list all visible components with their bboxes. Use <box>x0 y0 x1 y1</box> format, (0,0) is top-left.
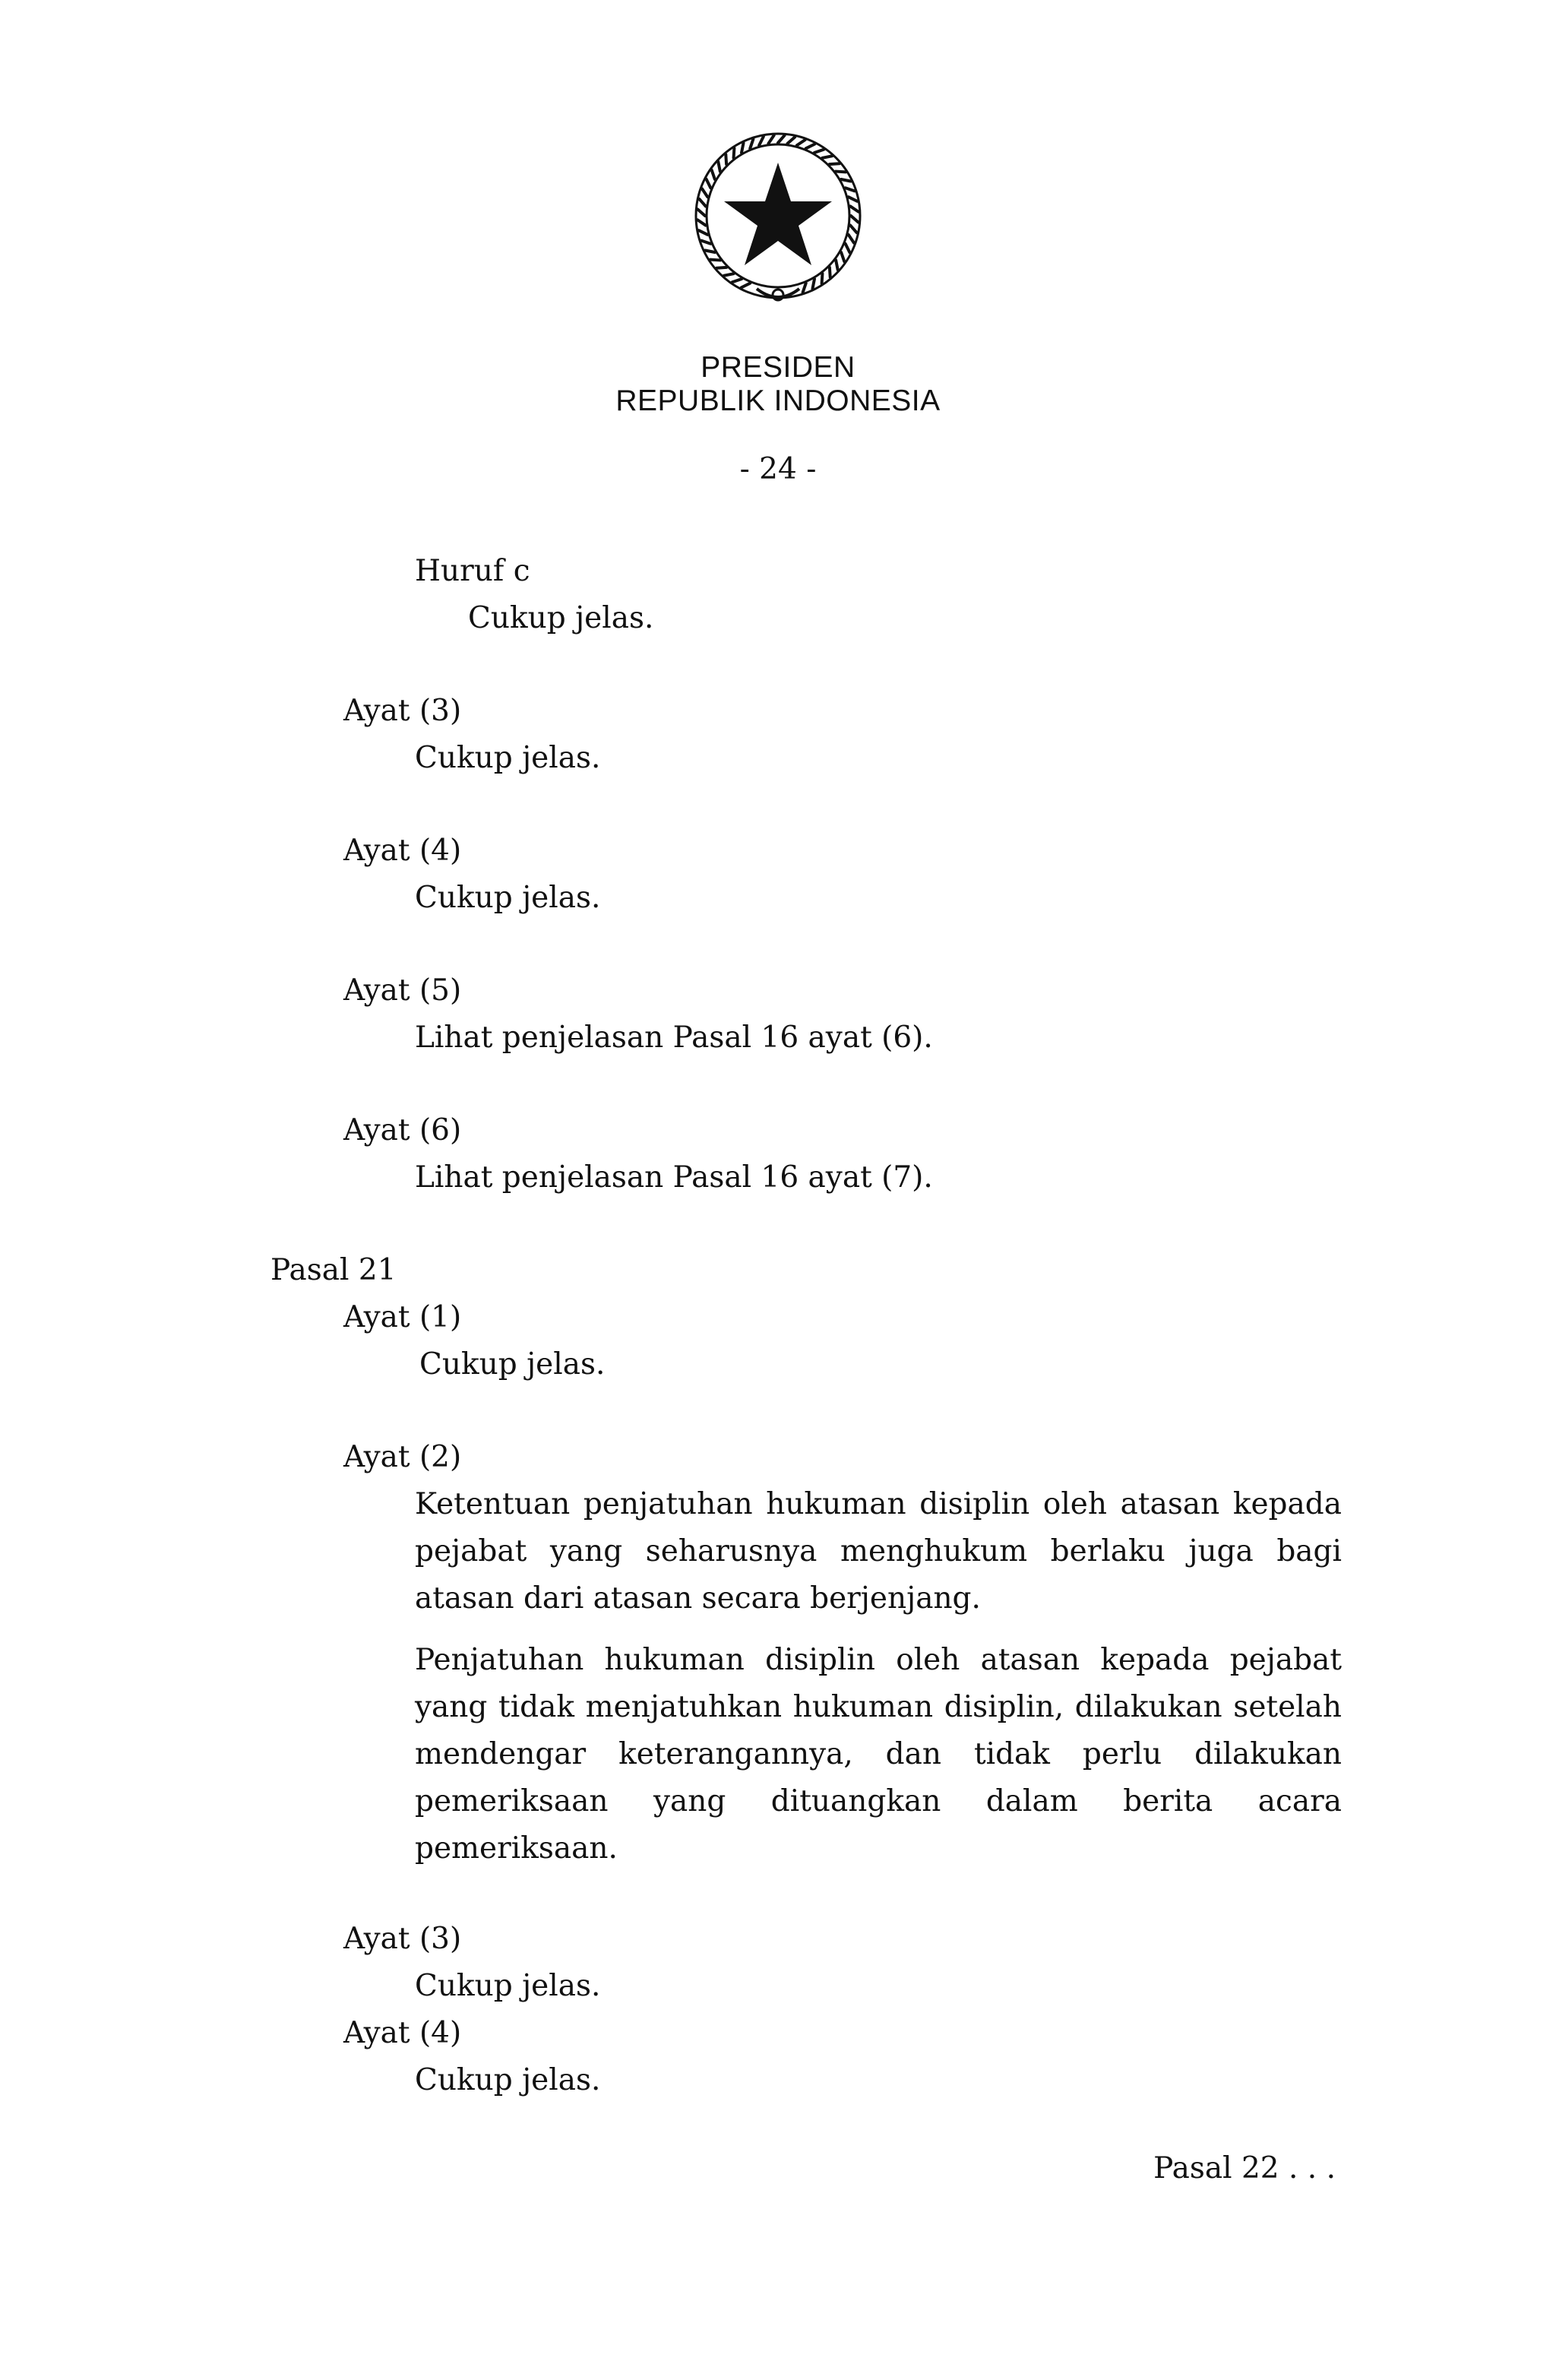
pasal-21-ayat-1-text: Cukup jelas. <box>419 1347 606 1381</box>
page-number: - 24 - <box>739 452 817 486</box>
pasal-21-ayat-4-label: Ayat (4) <box>343 2016 462 2050</box>
pasal-21-title: Pasal 21 <box>270 1253 397 1287</box>
pasal-21-ayat-3-text: Cukup jelas. <box>415 1969 601 2003</box>
pasal-21-ayat-2-paragraph-1: Ketentuan penjatuhan hukuman disiplin oleh atasan kepada pejabat yang seharusnya menghukum berlaku juga bagi atasan dari atasan secara berjenjang. <box>415 1487 1342 1616</box>
garuda-star-wreath-emblem-icon <box>684 126 872 315</box>
pasal-21-ayat-2-label: Ayat (2) <box>343 1440 462 1474</box>
pasal-21-ayat-3-label: Ayat (3) <box>343 1922 462 1956</box>
huruf-c-text: Cukup jelas. <box>468 601 654 635</box>
pasal-21-ayat-2-paragraph-2: Penjatuhan hukuman disiplin oleh atasan kepada pejabat yang tidak menjatuhkan hukuman disiplin, dilakukan setelah mendengar keterangannya, dan tidak perlu dilakukan pemeriksaan yang dituangkan dalam berita acara pemeriksaan. <box>415 1643 1342 1866</box>
ayat-4-text: Cukup jelas. <box>415 881 601 915</box>
ayat-5-label: Ayat (5) <box>343 973 462 1008</box>
ayat-3-label: Ayat (3) <box>343 694 462 728</box>
header-title-republik: REPUBLIK INDONESIA <box>615 385 941 417</box>
ayat-3-text: Cukup jelas. <box>415 741 601 775</box>
ayat-6-text: Lihat penjelasan Pasal 16 ayat (7). <box>415 1160 933 1195</box>
continuation-footer: Pasal 22 . . . <box>1153 2151 1336 2185</box>
ayat-5-text: Lihat penjelasan Pasal 16 ayat (6). <box>415 1021 933 1055</box>
ayat-6-label: Ayat (6) <box>343 1113 462 1147</box>
huruf-c-label: Huruf c <box>415 554 530 588</box>
header-title-presiden: PRESIDEN <box>701 351 855 384</box>
ayat-4-label: Ayat (4) <box>343 834 462 868</box>
star-icon <box>724 163 832 265</box>
pasal-21-ayat-1-label: Ayat (1) <box>343 1300 462 1334</box>
pasal-21-ayat-4-text: Cukup jelas. <box>415 2063 601 2097</box>
